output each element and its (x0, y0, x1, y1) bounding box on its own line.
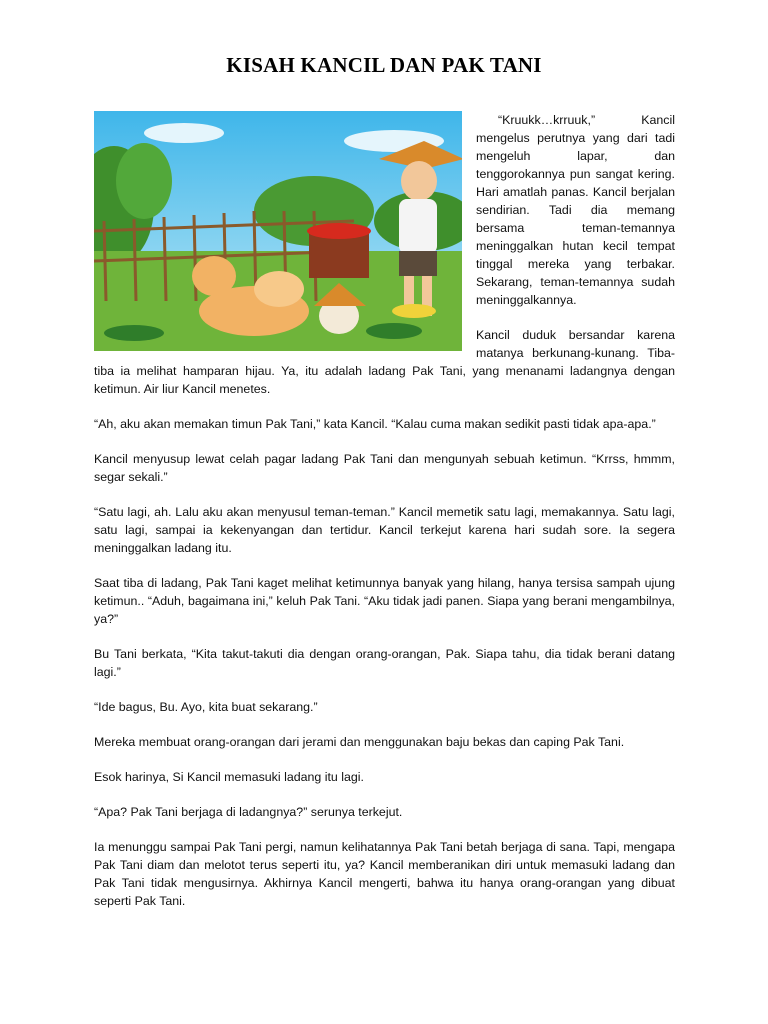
paragraph: Esok harinya, Si Kancil memasuki ladang itu lagi. (94, 770, 364, 784)
paragraph: Ia menunggu sampai Pak Tani pergi, namun kelihatannya Pak Tani betah berjaga di sana. Tapi, mengapa Pak Tani diam dan melotot terus seperti itu, ya? Kancil memberanikan diri untuk memasuki ladang dan Pak Tani tidak mengusirnya. Akhirnya Kancil mengerti, bahwa itu hanya orang-orangan yang dibuat seperti Pak Tani. (94, 840, 675, 908)
story-illustration (94, 111, 462, 351)
paragraph: “Apa? Pak Tani berjaga di ladangnya?” serunya terkejut. (94, 805, 403, 819)
paragraph: Kancil duduk bersandar karena matanya berkunang-kunang. Tiba-tiba ia melihat hamparan hijau. Ya, itu adalah ladang Pak Tani, yang menanami ladangnya dengan ketimun. Air liur Kancil menetes. (94, 328, 675, 396)
paragraph: Bu Tani berkata, “Kita takut-takuti dia dengan orang-orangan, Pak. Siapa tahu, dia tidak berani datang lagi.” (94, 647, 675, 679)
paragraph: “Kruukk…krruuk,” Kancil mengelus perutnya yang dari tadi mengeluh lapar, dan tenggorokannya pun sangat kering. Hari amatlah panas. Kancil berjalan sendirian. Tadi dia memang bersama teman-temannya meninggalkan hutan kecil tempat tinggal mereka yang terbakar. Sekarang, teman-temannya sudah meninggalkannya. (476, 113, 675, 307)
paragraph: Mereka membuat orang-orangan dari jerami dan menggunakan baju bekas dan caping Pak Tani. (94, 735, 625, 749)
paragraph: “Satu lagi, ah. Lalu aku akan menyusul teman-teman.” Kancil memetik satu lagi, memakannya. Satu lagi, satu lagi, sampai ia kekenyangan dan tertidur. Kancil terkejut karena hari sudah sore. Ia segera meninggalkan ladang itu. (94, 505, 675, 555)
paragraph: Saat tiba di ladang, Pak Tani kaget melihat ketimunnya banyak yang hilang, hanya tersisa sampah ujung ketimun.. “Aduh, bagaimana ini,” keluh Pak Tani. “Aku tidak jadi panen. Siapa yang berani mengambilnya, ya?” (94, 576, 675, 626)
story-title: KISAH KANCIL DAN PAK TANI (226, 53, 542, 77)
story-body (94, 111, 675, 927)
paragraph: “Ah, aku akan memakan timun Pak Tani,” kata Kancil. “Kalau cuma makan sedikit pasti tidak apa-apa.” (94, 417, 656, 431)
paragraph: “Ide bagus, Bu. Ayo, kita buat sekarang.” (94, 700, 318, 714)
paragraph: Kancil menyusup lewat celah pagar ladang Pak Tani dan mengunyah sebuah ketimun. “Krrss, hmmm, segar sekali.” (94, 452, 675, 484)
